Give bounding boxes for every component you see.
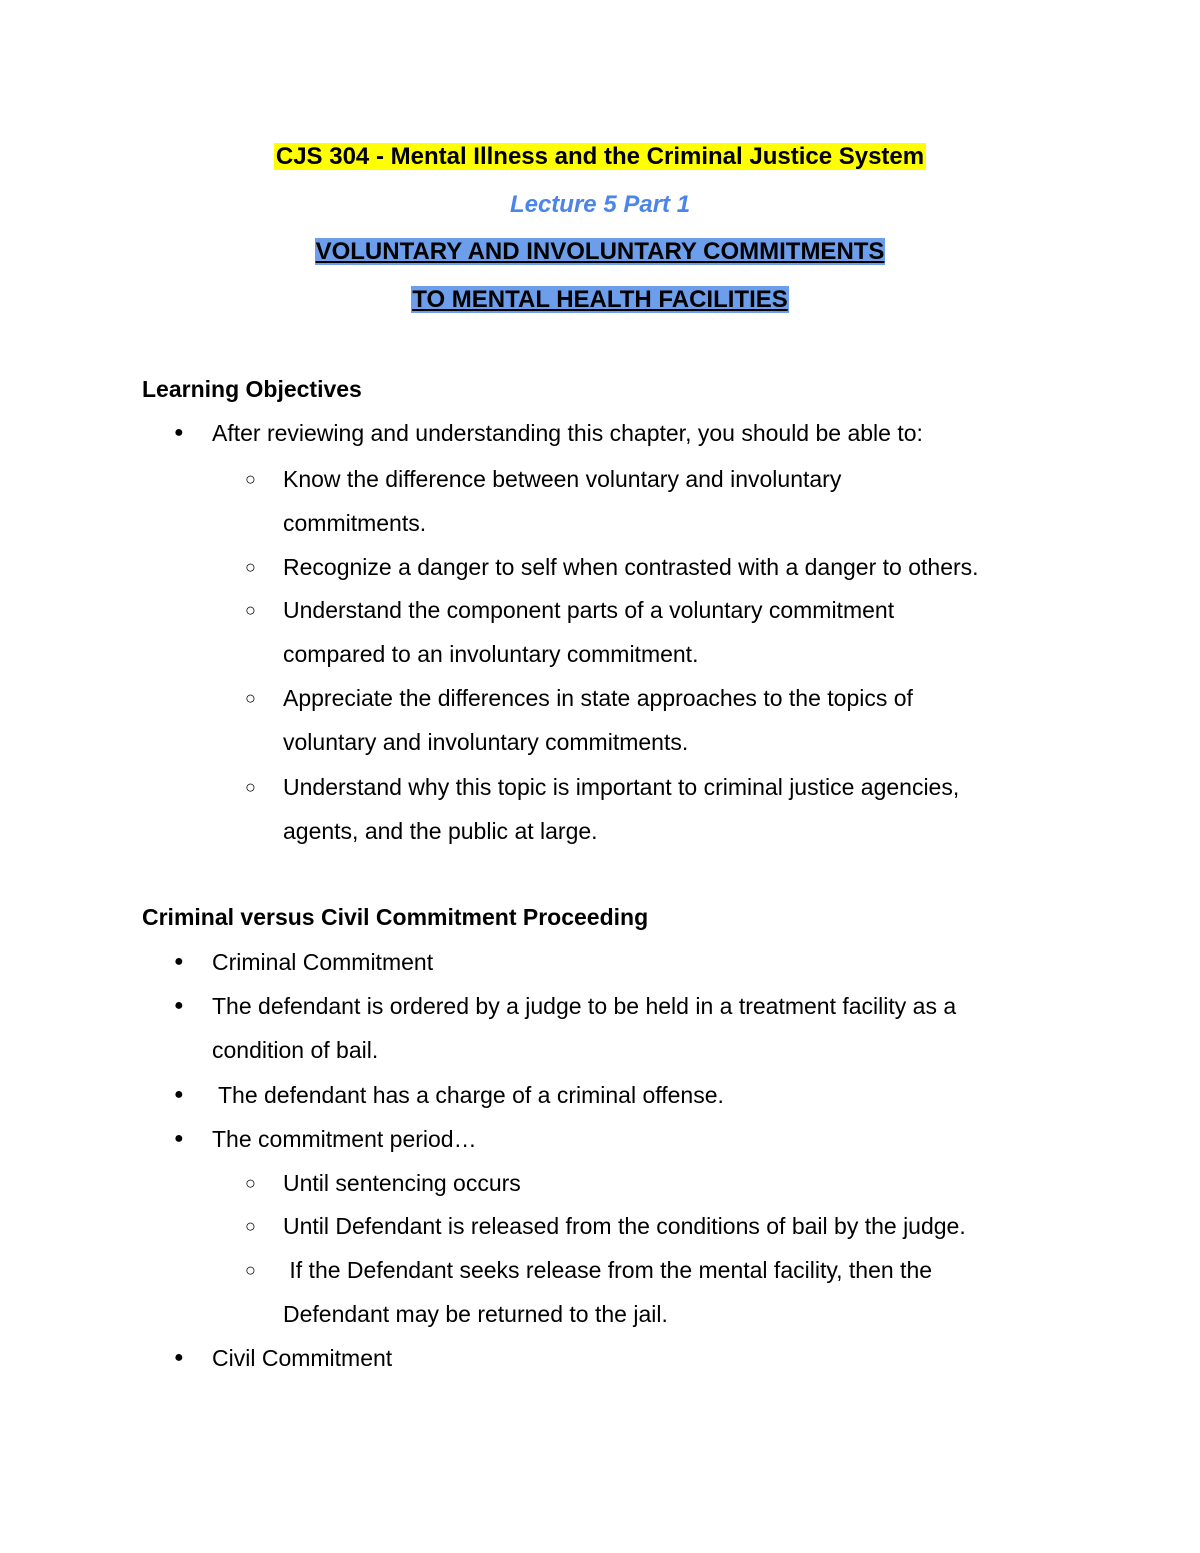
bullet-hollow-icon: ○ xyxy=(245,777,256,797)
objective-item-continued: agents, and the public at large. xyxy=(283,818,598,844)
learning-objectives-heading: Learning Objectives xyxy=(142,376,362,402)
period-item: Until sentencing occurs xyxy=(283,1170,521,1196)
course-title: CJS 304 - Mental Illness and the Criminal Justice System xyxy=(275,143,925,170)
bullet-filled-icon: ● xyxy=(174,997,184,1014)
bullet-hollow-icon: ○ xyxy=(245,469,256,489)
list-item: The commitment period… xyxy=(212,1126,477,1152)
topic-heading-line2: TO MENTAL HEALTH FACILITIES xyxy=(412,286,788,313)
objective-item: Recognize a danger to self when contrasted with a danger to others. xyxy=(283,554,979,580)
list-item: The defendant is ordered by a judge to be held in a treatment facility as a xyxy=(212,993,957,1019)
criminal-vs-civil-heading: Criminal versus Civil Commitment Proceeding xyxy=(142,904,649,930)
bullet-filled-icon: ● xyxy=(174,1130,184,1147)
objectives-intro: After reviewing and understanding this chapter, you should be able to: xyxy=(212,420,923,446)
objective-item-continued: commitments. xyxy=(283,510,427,536)
bullet-hollow-icon: ○ xyxy=(245,600,256,620)
topic-line-1 xyxy=(0,235,1200,269)
objective-item: Know the difference between voluntary and involuntary xyxy=(283,466,842,492)
lecture-subtitle: Lecture 5 Part 1 xyxy=(509,191,691,218)
bullet-hollow-icon: ○ xyxy=(245,557,256,577)
bullet-filled-icon: ● xyxy=(174,424,184,441)
period-item: Until Defendant is released from the conditions of bail by the judge. xyxy=(283,1213,966,1239)
bullet-filled-icon: ● xyxy=(174,1349,184,1366)
period-item-continued: Defendant may be returned to the jail. xyxy=(283,1301,668,1327)
list-item-continued: condition of bail. xyxy=(212,1037,379,1063)
lecture-line xyxy=(0,188,1200,222)
objective-item: Appreciate the differences in state approaches to the topics of xyxy=(283,685,913,711)
objective-item-continued: compared to an involuntary commitment. xyxy=(283,641,699,667)
course-title-line xyxy=(0,140,1200,174)
objective-item-continued: voluntary and involuntary commitments. xyxy=(283,729,689,755)
list-item: Criminal Commitment xyxy=(212,949,434,975)
bullet-filled-icon: ● xyxy=(174,1086,184,1103)
objective-item: Understand why this topic is important to criminal justice agencies, xyxy=(283,774,960,800)
list-item: Civil Commitment xyxy=(212,1345,393,1371)
topic-heading-line1: VOLUNTARY AND INVOLUNTARY COMMITMENTS xyxy=(315,238,885,265)
objective-item: Understand the component parts of a voluntary commitment xyxy=(283,597,895,623)
bullet-hollow-icon: ○ xyxy=(245,1260,256,1280)
list-item: The defendant has a charge of a criminal offense. xyxy=(212,1082,724,1108)
bullet-hollow-icon: ○ xyxy=(245,688,256,708)
bullet-hollow-icon: ○ xyxy=(245,1173,256,1193)
bullet-hollow-icon: ○ xyxy=(245,1216,256,1236)
bullet-filled-icon: ● xyxy=(174,953,184,970)
topic-line-2 xyxy=(0,283,1200,317)
period-item: If the Defendant seeks release from the mental facility, then the xyxy=(283,1257,933,1283)
